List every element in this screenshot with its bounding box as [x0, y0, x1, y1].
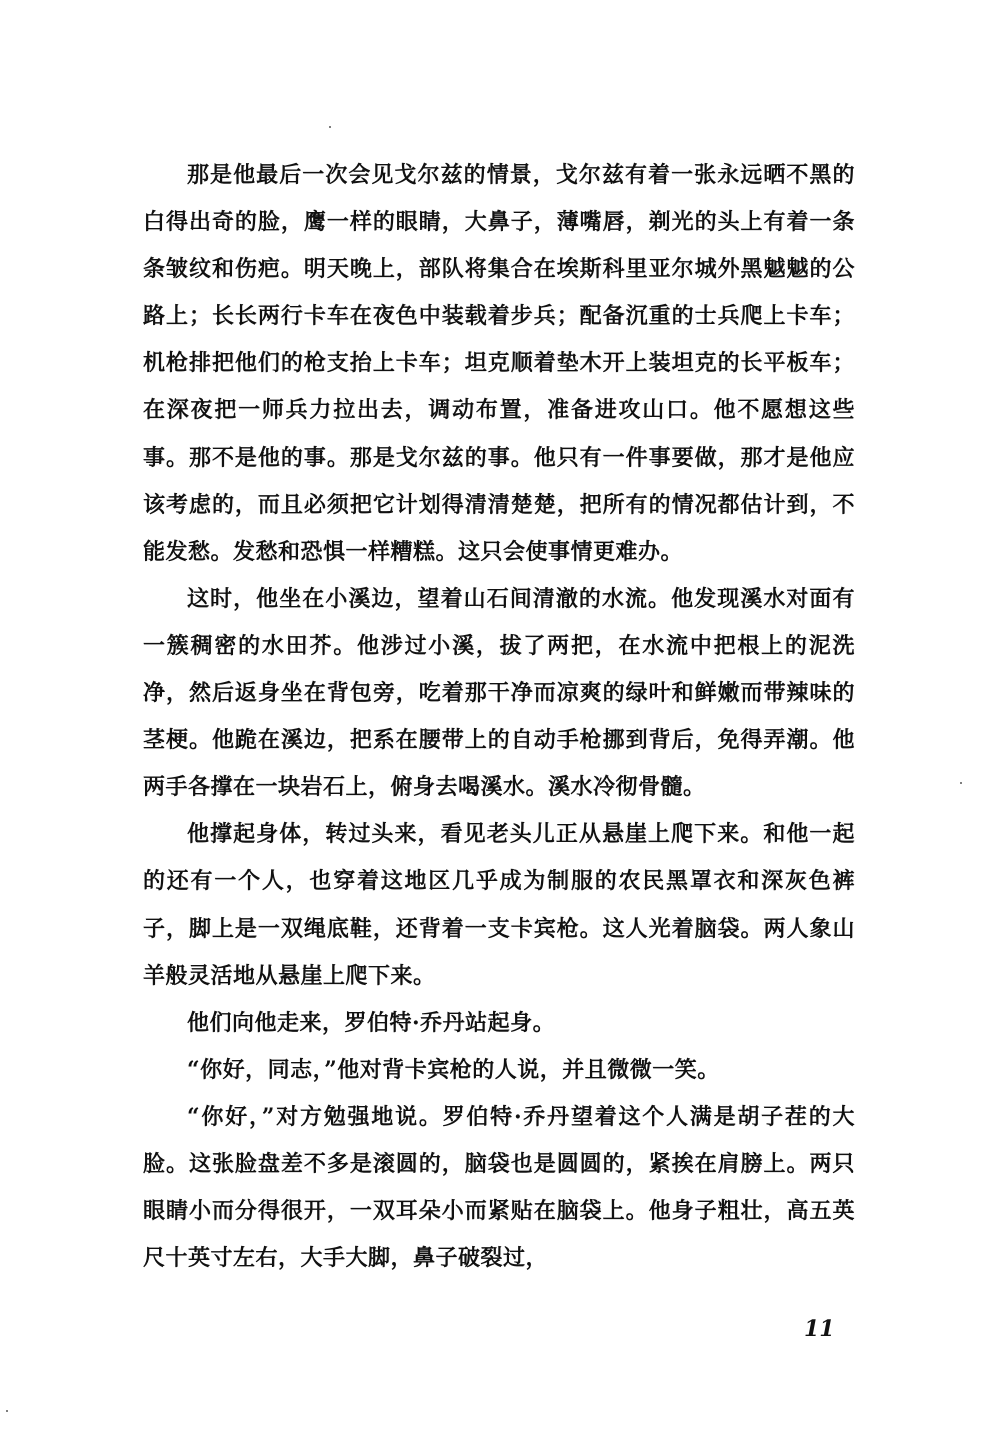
paragraph-5: “你好，同志，”他对背卡宾枪的人说，并且微微一笑。 [187, 1056, 720, 1083]
paragraph-2: 这时，他坐在小溪边，望着山石间清澈的水流。他发现溪水对面有一簇稠密的水田芥。他涉过小溪，拔了两把，在水流中把根上的泥洗净，然后返身坐在背包旁，吃着那干净而凉爽的绿叶和鲜嫩而带辣味的茎梗。他跪在溪边，把系在腰带上的自动手枪挪到背后，免得弄潮。他两手各撑在一块岩石上，俯身去喝溪水。溪水冷彻骨髓。 [143, 585, 855, 801]
scan-speck [329, 126, 331, 128]
paragraph-4: 他们向他走来，罗伯特·乔丹站起身。 [187, 1009, 556, 1036]
paragraph-1: 那是他最后一次会见戈尔兹的情景，戈尔兹有着一张永远晒不黑的白得出奇的脸，鹰一样的眼睛，大鼻子，薄嘴唇，剃光的头上有着一条条皱纹和伤疤。明天晚上，部队将集合在埃斯科里亚尔城外黑魆魆的公路上；长长两行卡车在夜色中装载着步兵；配备沉重的士兵爬上卡车；机枪排把他们的枪支抬上卡车；坦克顺着垫木开上装坦克的长平板车；在深夜把一师兵力拉出去，调动布置，准备进攻山口。他不愿想这些事。那不是他的事。那是戈尔兹的事。他只有一件事要做，那才是他应该考虑的，而且必须把它计划得清清楚楚，把所有的情况都估计到，不能发愁。发愁和恐惧一样糟糕。这只会使事情更难办。 [143, 162, 855, 565]
scan-speck [960, 782, 962, 784]
paragraph-3: 他撑起身体，转过头来，看见老头儿正从悬崖上爬下来。和他一起的还有一个人，也穿着这地区几乎成为制服的农民黑罩衣和深灰色裤子，脚上是一双绳底鞋，还背着一支卡宾枪。这人光着脑袋。两人象山羊般灵活地从悬崖上爬下来。 [143, 821, 855, 989]
paragraph-6: “你好，”对方勉强地说。罗伯特·乔丹望着这个人满是胡子茬的大脸。这张脸盘差不多是滚圆的，脑袋也是圆圆的，紧挨在肩膀上。两只眼睛小而分得很开，一双耳朵小而紧贴在脑袋上。他身子粗壮，高五英尺十英寸左右，大手大脚，鼻子破裂过， [143, 1103, 855, 1272]
scan-speck [6, 1410, 8, 1412]
page-number: 11 [804, 1316, 835, 1342]
body-text [143, 152, 855, 1282]
